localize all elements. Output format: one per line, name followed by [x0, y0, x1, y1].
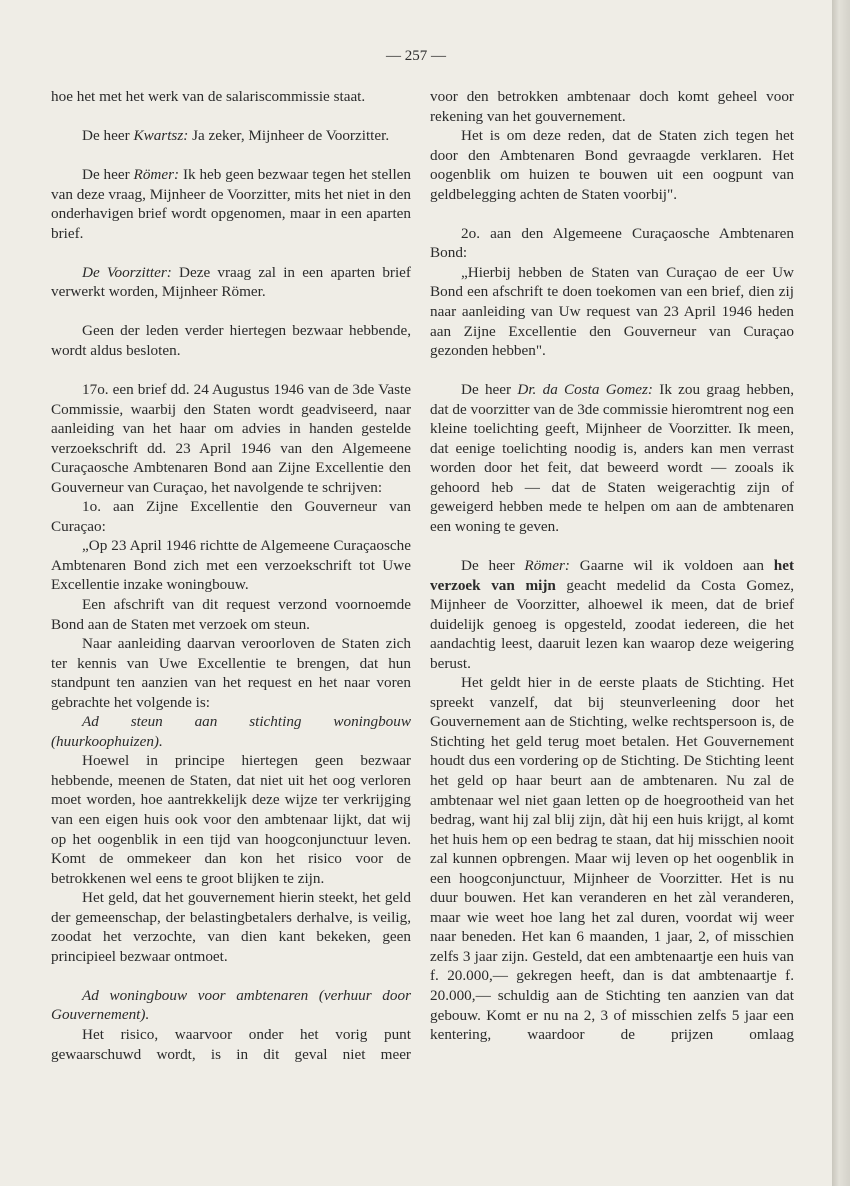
section-heading [51, 986, 411, 1025]
left-column [51, 87, 411, 1064]
paragraph: 2o. aan den Algemeene Curaçaosche Ambtenaren Bond: [430, 224, 794, 262]
speaker-name: Kwartsz: [133, 127, 189, 145]
section-heading-text: Ad woningbouw voor ambtenaren (verhuur door Gouvernement). [51, 986, 411, 1024]
paragraph: Het geld, dat het gouvernement hierin steekt, het geld der gemeenschap, der belastingbetalers derhalve, is veilig, zoodat het verzochte, van dien kant bekeken, geen principieel bezwaar ontmoet. [51, 889, 411, 965]
paragraph-romer-reply [430, 556, 794, 673]
speech-text: Deze vraag zal in een aparten brief verwerkt worden, Mijnheer Römer. [51, 263, 411, 301]
speaker-prefix: De heer [82, 127, 134, 145]
paragraph: Het geldt hier in de eerste plaats de Stichting. Het spreekt vanzelf, dat bij steunverleening door het Gouvernement aan de Stichting, welke rechtspersoon is, de Stichting het geld terug moet betalen. Het Gouvernement houdt dus een vordering op de Stichting. De Stichting leent het geld op haar beurt aan de ambtenaren. Nu zal de ambtenaar wel niet gaan letten op de hoegrootheid van het bedrag, want hij zal blij zijn, dàt hij een huis krijgt, al komt het huis hem op een bedrag te staan, dat hij misschien nooit zal kunnen opbrengen. Maar wij leven op het oogenblik in een hoogconjunctuur, Mijnheer de Voorzitter. Het is nu duur bouwen. Het kan veranderen en het zàl veranderen, maar wie weet hoe lang het zal duren, voordat wij weer naar beneden. Het kan 6 maanden, 1 jaar, 2, of misschien zelfs 3 jaar zijn. Gesteld, dat een ambtenaartje een huis van f. 20.000,— gekregen heeft, dan is dat ambtenaartje f. 20.000,— schuldig aan de Stichting ten aanzien van dat gebouw. Komt er nu na 2, 3 of misschien zelfs 5 jaar een kentering, waardoor de prijzen omlaag [430, 674, 794, 1044]
page-edge [832, 0, 850, 1186]
page-number: — 257 — [386, 48, 446, 64]
paragraph: Het risico, waarvoor onder het vorig punt gewaarschuwd wordt, is in dit geval niet meer [51, 1025, 411, 1063]
speech-text: Ja zeker, Mijnheer de Voorzitter. [188, 127, 390, 145]
paragraph: „Op 23 April 1946 richtte de Algemeene Curaçaosche Ambtenaren Bond zich met een verzoekschrift tot Uwe Excellentie inzake woningbouw. [51, 537, 411, 594]
speech-text: geacht medelid da Costa Gomez, Mijnheer de Voorzitter, alhoewel ik meen, dat de brief duidelijk genoeg is opgesteld, zoodat iedereen, die het aandachtig leest, daaruit lezen kan waarop deze weigering berust. [430, 576, 794, 672]
paragraph: Het is om deze reden, dat de Staten zich tegen het door den Ambtenaren Bond gevraagde verklaren. Het oogenblik om huizen te bouwen uit een oogpunt van geldbelegging achten de Staten voorbij". [430, 127, 794, 203]
section-heading [51, 712, 411, 751]
paragraph-kwartsz [51, 126, 411, 146]
section-heading-text: Ad steun aan stichting woningbouw (huurkoophuizen). [51, 713, 411, 750]
paragraph: Naar aanleiding daarvan veroorloven de Staten zich ter kennis van Uwe Excellentie te brengen, dat hun standpunt ten aanzien van het request en het naar voren gebrachte het volgende is: [51, 635, 411, 711]
right-column [430, 87, 794, 1045]
paragraph: hoe het met het werk van de salariscommissie staat. [51, 88, 366, 105]
paragraph: „Hierbij hebben de Staten van Curaçao de eer Uw Bond een afschrift te doen toekomen van een brief, dien zij naar aanleiding van Uw request van 23 April 1946 heden aan Zijne Excellentie den Gouverneur van Curaçao gezonden hebben". [430, 263, 794, 360]
speaker-name: Dr. da Costa Gomez: [517, 381, 653, 399]
paragraph: Hoewel in principe hiertegen geen bezwaar hebbende, meenen de Staten, dat niet uit het oog verloren moet worden, hoe aantrekkelijk deze wijze ter verkrijging van een eigen huis ook voor den ambtenaar lijkt, dat wij op het oogenblik in een tijd van hoogconjunctuur leven. Komt de ommekeer dan kon het risico voor de betrokkenen wel eens te groot blijken te zijn. [51, 752, 411, 887]
speech-text: Ik zou graag hebben, dat de voorzitter van de 3de commissie hieromtrent nog een kleine toelichting geeft, Mijnheer de Voorzitter. Ik meen, dat eenige toelichting noodig is, anders kan men verrast worden door het feit, dat beweerd wordt — zooals ik gehoord heb — dat de Staten weigerachtig zijn of geweigerd hebben mede te helpen om aan de ambtenaren een woning te geven. [430, 381, 794, 535]
paragraph-item-17: 17o. een brief dd. 24 Augustus 1946 van de 3de Vaste Commissie, waarbij den Staten wordt geadviseerd, naar aanleiding van het haar om advies in handen gestelde verzoekschrift dd. 23 April 1946 van den Algemeene Curaçaosche Ambtenaren Bond aan Zijne Excellentie den Gouverneur van Curaçao, het navolgende te schrijven: [51, 380, 411, 496]
speech-text: Gaarne wil ik voldoen aan [569, 556, 774, 574]
speaker-name: Römer: [524, 556, 570, 574]
speaker-name: Römer: [133, 166, 180, 184]
paragraph-da-costa-gomez [430, 380, 794, 536]
paragraph: Een afschrift van dit request verzond voornoemde Bond aan de Staten met verzoek om steun. [51, 595, 411, 633]
paragraph-voorzitter [51, 263, 411, 302]
speaker-prefix: De heer [461, 556, 525, 574]
paragraph: 1o. aan Zijne Excellentie den Gouverneur van Curaçao: [51, 498, 411, 535]
bold-text: het verzoek van mijn [430, 556, 795, 594]
paragraph-romer [51, 165, 411, 243]
paragraph: voor den betrokken ambtenaar doch komt geheel voor rekening van het gouvernement. [430, 88, 794, 125]
speaker-name: De Voorzitter: [82, 263, 172, 281]
paragraph: Geen der leden verder hiertegen bezwaar hebbende, wordt aldus besloten. [51, 322, 411, 359]
speaker-prefix: De heer [82, 166, 134, 184]
speaker-prefix: De heer [461, 381, 518, 399]
speech-text: Ik heb geen bezwaar tegen het stellen van deze vraag, Mijnheer de Voorzitter, mits het niet in den onderhavigen brief wordt opgenomen, maar in een aparten brief. [51, 166, 411, 242]
